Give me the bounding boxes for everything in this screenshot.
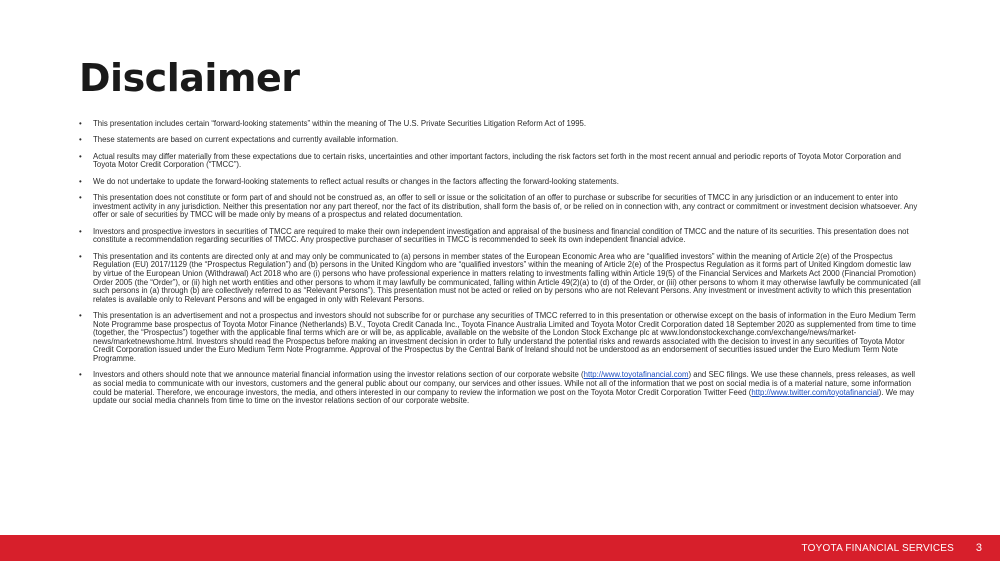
bullet-icon: • [79, 370, 82, 380]
bullet-text: This presentation includes certain “forward-looking statements” within the meaning of The U.S. Private Securities Litigation Reform Act of 1995. [93, 119, 587, 128]
bullet-icon: • [79, 151, 82, 161]
bullet-icon: • [79, 251, 82, 261]
corporate-website-link[interactable]: http://www.toyotafinancial.com [583, 370, 689, 380]
list-item [79, 228, 921, 245]
page-number: 3 [975, 542, 982, 554]
list-item [79, 153, 921, 170]
list-item [79, 312, 921, 364]
bullet-text [93, 370, 915, 405]
twitter-feed-link[interactable]: http://www.twitter.com/toyotafinancial [751, 387, 879, 397]
disclaimer-list [79, 120, 921, 414]
bullet-text: These statements are based on current expectations and currently available information. [93, 135, 399, 145]
list-item [79, 178, 921, 187]
bullet-text-segment: ). We may update our social media channels from time to time on the investor relations section of our corporate website. [93, 387, 915, 406]
list-item [79, 371, 921, 405]
bullet-icon: • [79, 311, 82, 321]
bullet-text: Actual results may differ materially from these expectations due to certain risks, uncertainties and other important factors, including the risk factors set forth in the most recent annual and periodic reports of Toyota Motor Corporation and Toyota Motor Credit Corporation (“TMCC”). [93, 151, 901, 170]
bullet-text: Investors and prospective investors in securities of TMCC are required to make their own independent investigation and appraisal of the business and financial condition of TMCC and the nature of its securities. This presentation does not constitute a recommendation regarding securities of TMCC. Any prospective purchaser of securities in TMCC is recommended to seek its own independent financial advice. [93, 226, 909, 245]
bullet-icon: • [79, 193, 82, 203]
bullet-icon: • [79, 135, 82, 145]
bullet-text: This presentation does not constitute or form part of and should not be construed as, an offer to sell or issue or the solicitation of an offer to purchase or subscribe for securities of TMCC in any jurisdiction or an inducement to enter into investment activity in any jurisdiction. Neither this presentation nor any part thereof, nor the fact of its distribution, shall form the basis of, or be relied on in connection with, any contract or commitment or investment decision whatsoever. Any offer or sale of securities by TMCC will be made only by means of a prospectus and related documentation. [93, 193, 918, 220]
list-item [79, 120, 921, 129]
bullet-text: This presentation and its contents are directed only at and may only be communicated to (a) persons in member states of the European Economic Area who are “qualified investors” within the meaning of Article 2(e) of the Prospectus Regulation (EU) 2017/1129 (the “Prospectus Regulation”) and (b) persons in the United Kingdom who are “qualified investors” within the meaning of Article 2(e) of the Prospectus Regulation as it forms part of United Kingdom domestic law by virtue of the European Union (Withdrawal) Act 2018 who are (i) persons who have professional experience in matters relating to investments falling within Article 19(5) of the Financial Services and Markets Act 2000 (Financial Promotion) Order 2005 (the “Order”), or (ii) high net worth entities and other persons to whom it may lawfully be communicated, falling within Article 49(2)(a) to (d) of the Order, or (iii) other persons to whom it may otherwise lawfully be communicated (all such persons in (a) through (b) are collectively referred to as “Relevant Persons”). This presentation must not be acted or relied on by persons who are not Relevant Persons. Any investment or investment activity to which this presentation relates is available only to Relevant Persons and will be engaged in only with Relevant Persons. [93, 251, 921, 304]
footer-bar [0, 535, 1000, 561]
bullet-icon: • [79, 226, 82, 236]
list-item [79, 194, 921, 220]
bullet-text-segment: ) and SEC filings. We use these channels, press releases, as well as social media to communicate with our investors, customers and the general public about our company, our services and other issues. While not all of the information that we post on social media is of a material nature, some information could be material. Therefore, we encourage investors, the media, and others interested in our company to review the information we post on the Toyota Motor Credit Corporation Twitter Feed ( [93, 370, 916, 397]
bullet-text: This presentation is an advertisement and not a prospectus and investors should not subscribe for or purchase any securities of TMCC referred to in this presentation or otherwise except on the basis of information in the Euro Medium Term Note Programme base prospectus of Toyota Motor Finance (Netherlands) B.V., Toyota Credit Canada Inc., Toyota Finance Australia Limited and Toyota Motor Credit Corporation dated 18 September 2020 as supplemented from time to time (together, the “Prospectus”) together with the applicable final terms which are or will be, as applicable, available on the website of the London Stock Exchange plc at www.londonstockexchange.com/exchange/news/market-news/marketnewshome.html. Investors should read the Prospectus before making an investment decision in order to fully understand the potential risks and rewards associated with the decision to invest in any securities of Toyota Motor Credit Corporation issued under the Euro Medium Term Note Programme. Approval of the Prospectus by the Central Bank of Ireland should not be understood as an endorsement of securities issued under the Euro Medium Term Note Programme. [93, 311, 917, 364]
page-title: Disclaimer [79, 56, 300, 100]
footer-brand: TOYOTA FINANCIAL SERVICES [801, 543, 954, 554]
list-item [79, 136, 921, 145]
bullet-icon: • [79, 176, 82, 186]
list-item [79, 253, 921, 305]
bullet-icon: • [79, 119, 82, 128]
bullet-text-segment: Investors and others should note that we announce material financial information using the investor relations section of our corporate website ( [93, 370, 584, 380]
bullet-text: We do not undertake to update the forward-looking statements to reflect actual results or changes in the factors affecting the forward-looking statements. [93, 176, 619, 186]
